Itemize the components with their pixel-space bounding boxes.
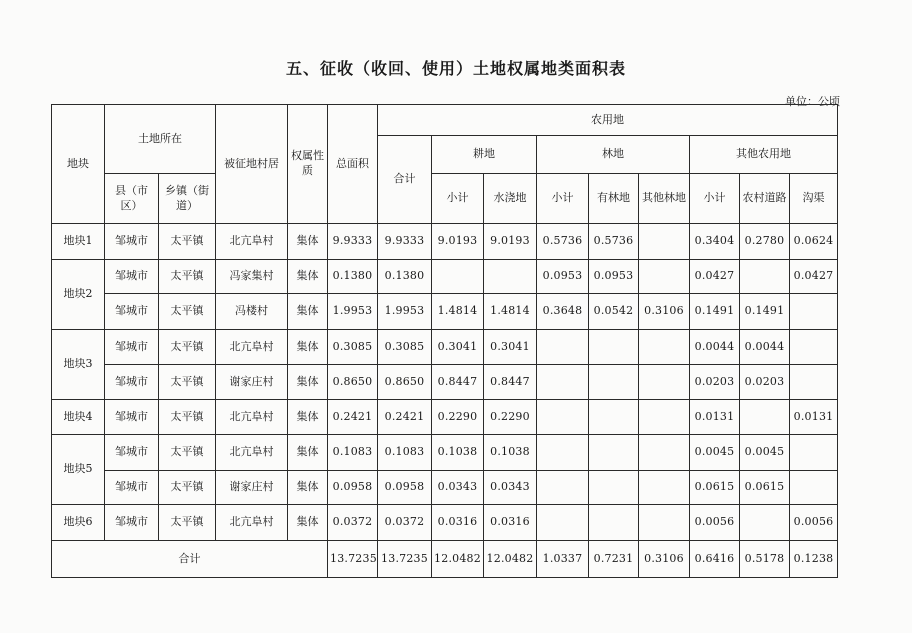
header-other-road: 农村道路 bbox=[740, 174, 790, 224]
forest-wood-cell bbox=[589, 330, 639, 365]
town-cell: 太平镇 bbox=[159, 505, 216, 541]
agri-total-cell: 0.8650 bbox=[378, 365, 432, 400]
total-area-cell: 0.0372 bbox=[328, 505, 378, 541]
ownership-cell: 集体 bbox=[288, 260, 328, 294]
forest-wood-cell bbox=[589, 400, 639, 435]
agri-total-cell: 0.2421 bbox=[378, 400, 432, 435]
forest-wood-cell bbox=[589, 471, 639, 505]
other-road-cell bbox=[740, 260, 790, 294]
header-forest-other: 其他林地 bbox=[639, 174, 690, 224]
other-road-cell: 0.0045 bbox=[740, 435, 790, 471]
forest-wood-cell bbox=[589, 365, 639, 400]
header-agri-total: 合计 bbox=[378, 136, 432, 224]
arable-irrigated-cell: 0.2290 bbox=[484, 400, 537, 435]
town-cell: 太平镇 bbox=[159, 400, 216, 435]
header-arable-irrigated: 水浇地 bbox=[484, 174, 537, 224]
other-subtotal-cell: 0.0056 bbox=[690, 505, 740, 541]
total-area-cell: 0.1083 bbox=[328, 435, 378, 471]
town-cell: 太平镇 bbox=[159, 224, 216, 260]
total-area-cell: 0.3085 bbox=[328, 330, 378, 365]
village-cell: 北亢阜村 bbox=[216, 400, 288, 435]
table-row bbox=[52, 224, 838, 260]
table-row bbox=[52, 260, 838, 294]
totals-arable-subtotal: 12.0482 bbox=[432, 541, 484, 578]
forest-wood-cell bbox=[589, 435, 639, 471]
totals-agri-total: 13.7235 bbox=[378, 541, 432, 578]
header-forest-subtotal: 小计 bbox=[537, 174, 589, 224]
ownership-cell: 集体 bbox=[288, 330, 328, 365]
table-row bbox=[52, 365, 838, 400]
arable-irrigated-cell: 0.3041 bbox=[484, 330, 537, 365]
header-county: 县（市区） bbox=[105, 174, 159, 224]
header-village: 被征地村居 bbox=[216, 105, 288, 224]
arable-irrigated-cell: 0.0316 bbox=[484, 505, 537, 541]
other-road-cell bbox=[740, 400, 790, 435]
plot-label: 地块1 bbox=[52, 224, 105, 260]
forest-subtotal-cell bbox=[537, 400, 589, 435]
town-cell: 太平镇 bbox=[159, 471, 216, 505]
other-subtotal-cell: 0.3404 bbox=[690, 224, 740, 260]
other-road-cell: 0.1491 bbox=[740, 294, 790, 330]
header-agricultural-land: 农用地 bbox=[378, 105, 838, 136]
arable-irrigated-cell: 0.0343 bbox=[484, 471, 537, 505]
forest-wood-cell: 0.5736 bbox=[589, 224, 639, 260]
town-cell: 太平镇 bbox=[159, 260, 216, 294]
header-total-area: 总面积 bbox=[328, 105, 378, 224]
agri-total-cell: 1.9953 bbox=[378, 294, 432, 330]
totals-forest-wood: 0.7231 bbox=[589, 541, 639, 578]
forest-subtotal-cell: 0.3648 bbox=[537, 294, 589, 330]
other-subtotal-cell: 0.0427 bbox=[690, 260, 740, 294]
county-cell: 邹城市 bbox=[105, 400, 159, 435]
other-ditch-cell: 0.0427 bbox=[790, 260, 838, 294]
forest-other-cell bbox=[639, 435, 690, 471]
totals-arable-irrigated: 12.0482 bbox=[484, 541, 537, 578]
other-subtotal-cell: 0.1491 bbox=[690, 294, 740, 330]
ownership-cell: 集体 bbox=[288, 505, 328, 541]
arable-subtotal-cell: 0.0316 bbox=[432, 505, 484, 541]
totals-other-road: 0.5178 bbox=[740, 541, 790, 578]
header-other-subtotal: 小计 bbox=[690, 174, 740, 224]
forest-other-cell bbox=[639, 365, 690, 400]
other-road-cell bbox=[740, 505, 790, 541]
total-area-cell: 1.9953 bbox=[328, 294, 378, 330]
header-other-ditch: 沟渠 bbox=[790, 174, 838, 224]
arable-subtotal-cell: 9.0193 bbox=[432, 224, 484, 260]
forest-other-cell bbox=[639, 400, 690, 435]
other-ditch-cell bbox=[790, 365, 838, 400]
table-row bbox=[52, 435, 838, 471]
total-area-cell: 0.8650 bbox=[328, 365, 378, 400]
village-cell: 冯楼村 bbox=[216, 294, 288, 330]
ownership-cell: 集体 bbox=[288, 294, 328, 330]
table-row bbox=[52, 400, 838, 435]
arable-subtotal-cell bbox=[432, 260, 484, 294]
forest-other-cell: 0.3106 bbox=[639, 294, 690, 330]
header-location: 土地所在 bbox=[105, 105, 216, 174]
village-cell: 北亢阜村 bbox=[216, 505, 288, 541]
other-road-cell: 0.2780 bbox=[740, 224, 790, 260]
other-subtotal-cell: 0.0044 bbox=[690, 330, 740, 365]
county-cell: 邹城市 bbox=[105, 471, 159, 505]
county-cell: 邹城市 bbox=[105, 435, 159, 471]
forest-other-cell bbox=[639, 505, 690, 541]
totals-other-ditch: 0.1238 bbox=[790, 541, 838, 578]
town-cell: 太平镇 bbox=[159, 294, 216, 330]
agri-total-cell: 0.0372 bbox=[378, 505, 432, 541]
village-cell: 谢家庄村 bbox=[216, 471, 288, 505]
other-subtotal-cell: 0.0131 bbox=[690, 400, 740, 435]
other-ditch-cell: 0.0131 bbox=[790, 400, 838, 435]
arable-irrigated-cell: 0.1038 bbox=[484, 435, 537, 471]
header-arable-subtotal: 小计 bbox=[432, 174, 484, 224]
other-subtotal-cell: 0.0045 bbox=[690, 435, 740, 471]
forest-subtotal-cell bbox=[537, 435, 589, 471]
forest-subtotal-cell bbox=[537, 330, 589, 365]
arable-irrigated-cell: 1.4814 bbox=[484, 294, 537, 330]
agri-total-cell: 9.9333 bbox=[378, 224, 432, 260]
unit-label: 单位：公顷 bbox=[785, 95, 840, 108]
ownership-cell: 集体 bbox=[288, 471, 328, 505]
plot-label: 地块6 bbox=[52, 505, 105, 541]
village-cell: 北亢阜村 bbox=[216, 330, 288, 365]
totals-forest-other: 0.3106 bbox=[639, 541, 690, 578]
totals-forest-subtotal: 1.0337 bbox=[537, 541, 589, 578]
forest-other-cell bbox=[639, 330, 690, 365]
plot-label: 地块4 bbox=[52, 400, 105, 435]
plot-label: 地块3 bbox=[52, 330, 105, 400]
other-subtotal-cell: 0.0203 bbox=[690, 365, 740, 400]
table-row bbox=[52, 330, 838, 365]
land-area-table bbox=[51, 104, 838, 578]
total-area-cell: 0.1380 bbox=[328, 260, 378, 294]
header-forest: 林地 bbox=[537, 136, 690, 174]
arable-subtotal-cell: 0.1038 bbox=[432, 435, 484, 471]
arable-subtotal-cell: 0.3041 bbox=[432, 330, 484, 365]
forest-subtotal-cell bbox=[537, 365, 589, 400]
county-cell: 邹城市 bbox=[105, 260, 159, 294]
other-road-cell: 0.0615 bbox=[740, 471, 790, 505]
other-road-cell: 0.0044 bbox=[740, 330, 790, 365]
arable-irrigated-cell bbox=[484, 260, 537, 294]
county-cell: 邹城市 bbox=[105, 330, 159, 365]
other-ditch-cell bbox=[790, 471, 838, 505]
forest-wood-cell: 0.0953 bbox=[589, 260, 639, 294]
forest-subtotal-cell: 0.0953 bbox=[537, 260, 589, 294]
forest-wood-cell bbox=[589, 505, 639, 541]
table-row bbox=[52, 505, 838, 541]
header-ownership: 权属性质 bbox=[288, 105, 328, 224]
village-cell: 北亢阜村 bbox=[216, 435, 288, 471]
village-cell: 谢家庄村 bbox=[216, 365, 288, 400]
agri-total-cell: 0.0958 bbox=[378, 471, 432, 505]
totals-total-area: 13.7235 bbox=[328, 541, 378, 578]
forest-other-cell bbox=[639, 471, 690, 505]
totals-other-subtotal: 0.6416 bbox=[690, 541, 740, 578]
other-ditch-cell: 0.0624 bbox=[790, 224, 838, 260]
other-ditch-cell: 0.0056 bbox=[790, 505, 838, 541]
other-subtotal-cell: 0.0615 bbox=[690, 471, 740, 505]
totals-label: 合计 bbox=[52, 541, 328, 578]
forest-other-cell bbox=[639, 224, 690, 260]
ownership-cell: 集体 bbox=[288, 224, 328, 260]
village-cell: 冯家集村 bbox=[216, 260, 288, 294]
plot-label: 地块5 bbox=[52, 435, 105, 505]
agri-total-cell: 0.1083 bbox=[378, 435, 432, 471]
other-ditch-cell bbox=[790, 294, 838, 330]
agri-total-cell: 0.3085 bbox=[378, 330, 432, 365]
arable-irrigated-cell: 0.8447 bbox=[484, 365, 537, 400]
plot-label: 地块2 bbox=[52, 260, 105, 330]
header-town: 乡镇（街道） bbox=[159, 174, 216, 224]
ownership-cell: 集体 bbox=[288, 365, 328, 400]
agri-total-cell: 0.1380 bbox=[378, 260, 432, 294]
header-forest-wood: 有林地 bbox=[589, 174, 639, 224]
forest-wood-cell: 0.0542 bbox=[589, 294, 639, 330]
forest-other-cell bbox=[639, 260, 690, 294]
county-cell: 邹城市 bbox=[105, 224, 159, 260]
county-cell: 邹城市 bbox=[105, 365, 159, 400]
forest-subtotal-cell bbox=[537, 471, 589, 505]
other-road-cell: 0.0203 bbox=[740, 365, 790, 400]
ownership-cell: 集体 bbox=[288, 400, 328, 435]
total-area-cell: 0.0958 bbox=[328, 471, 378, 505]
county-cell: 邹城市 bbox=[105, 505, 159, 541]
arable-subtotal-cell: 0.8447 bbox=[432, 365, 484, 400]
other-ditch-cell bbox=[790, 435, 838, 471]
arable-subtotal-cell: 0.0343 bbox=[432, 471, 484, 505]
header-arable: 耕地 bbox=[432, 136, 537, 174]
town-cell: 太平镇 bbox=[159, 330, 216, 365]
village-cell: 北亢阜村 bbox=[216, 224, 288, 260]
town-cell: 太平镇 bbox=[159, 365, 216, 400]
total-area-cell: 0.2421 bbox=[328, 400, 378, 435]
arable-irrigated-cell: 9.0193 bbox=[484, 224, 537, 260]
totals-row bbox=[52, 541, 838, 578]
table-row bbox=[52, 294, 838, 330]
other-ditch-cell bbox=[790, 330, 838, 365]
header-plot: 地块 bbox=[52, 105, 105, 224]
table-row bbox=[52, 471, 838, 505]
county-cell: 邹城市 bbox=[105, 294, 159, 330]
page-title: 五、征收（收回、使用）土地权属地类面积表 bbox=[285, 59, 626, 78]
total-area-cell: 9.9333 bbox=[328, 224, 378, 260]
town-cell: 太平镇 bbox=[159, 435, 216, 471]
arable-subtotal-cell: 1.4814 bbox=[432, 294, 484, 330]
forest-subtotal-cell bbox=[537, 505, 589, 541]
forest-subtotal-cell: 0.5736 bbox=[537, 224, 589, 260]
ownership-cell: 集体 bbox=[288, 435, 328, 471]
header-other-agri: 其他农用地 bbox=[690, 136, 838, 174]
arable-subtotal-cell: 0.2290 bbox=[432, 400, 484, 435]
